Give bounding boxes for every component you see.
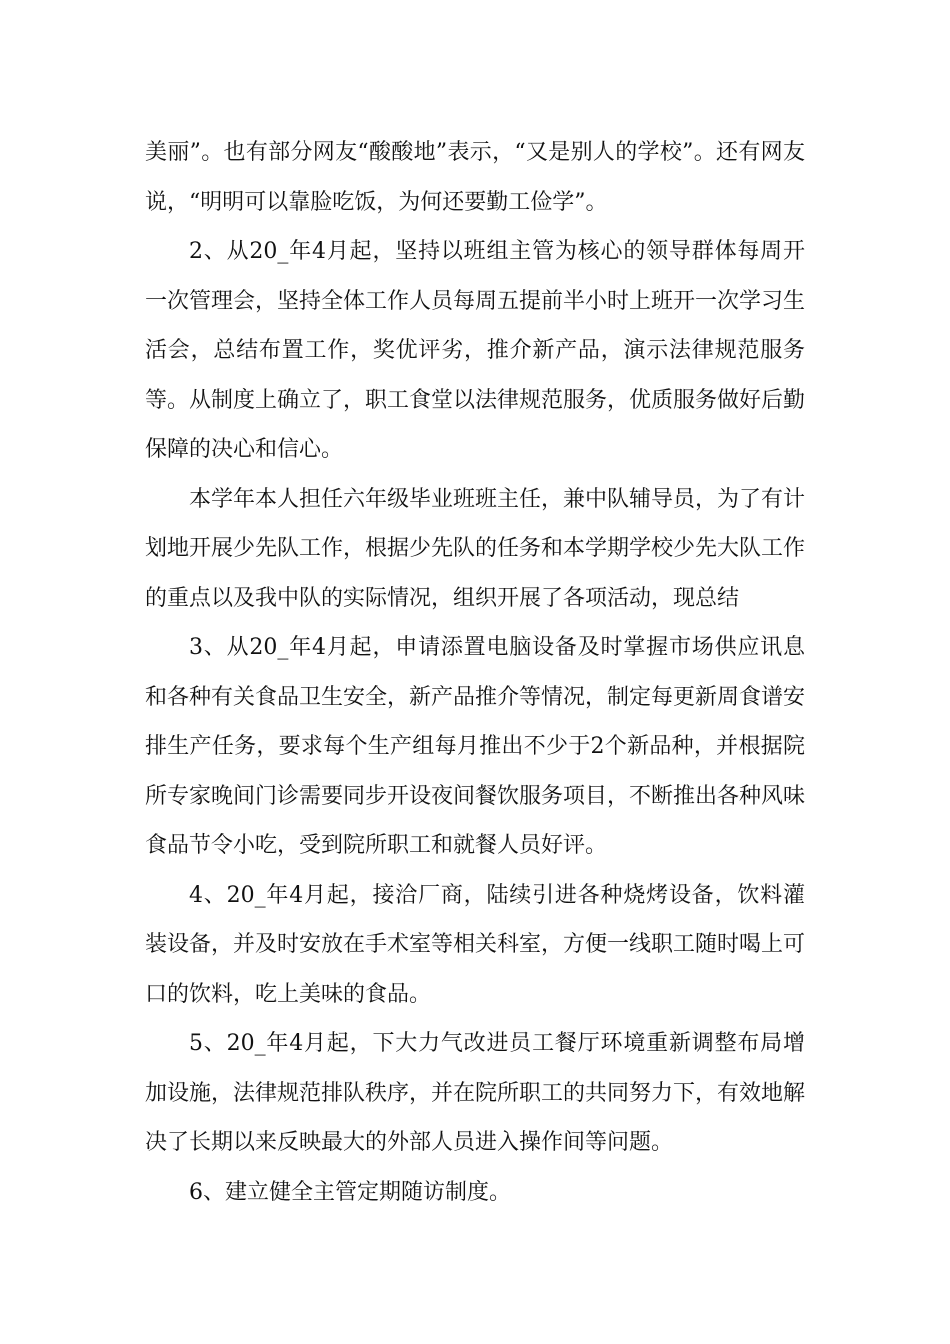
- paragraph-item-2: 2、从20_年4月起，坚持以班组主管为核心的领导群体每周开一次管理会，坚持全体工作人员每周五提前半小时上班开一次学习生活会，总结布置工作，奖优评劣，推介新产品，演示法律规范服务等。从制度上确立了，职工食堂以法律规范服务，优质服务做好后勤保障的决心和信心。: [145, 239, 806, 462]
- paragraph-item-5: 5、20_年4月起，下大力气改进员工餐厅环境重新调整布局增加设施，法律规范排队秩序，并在院所职工的共同努力下，有效地解决了长期以来反映最大的外部人员进入操作间等问题。: [145, 1031, 806, 1155]
- paragraph-item-4: 4、20_年4月起，接洽厂商，陆续引进各种烧烤设备，饮料灌装设备，并及时安放在手术室等相关科室，方便一线职工随时喝上可口的饮料，吃上美味的食品。: [145, 882, 806, 1007]
- paragraph-continuation: 美丽”。也有部分网友“酸酸地”表示，“又是别人的学校”。还有网友说，“明明可以靠脸吃饭，为何还要勤工俭学”。: [145, 140, 805, 215]
- document-body: [145, 128, 805, 1217]
- paragraph-item-6: 6、建立健全主管定期随访制度。: [189, 1179, 511, 1205]
- paragraph-item-3: 3、从20_年4月起，申请添置电脑设备及时掌握市场供应讯息和各种有关食品卫生安全，新产品推介等情况，制定每更新周食谱安排生产任务，要求每个生产组每月推出不少于2个新品种，并根据院所专家晚间门诊需要同步开设夜间餐饮服务项目，不断推出各种风味食品节令小吃，受到院所职工和就餐人员好评。: [145, 635, 806, 858]
- paragraph-class-teacher: 本学年本人担任六年级毕业班班主任，兼中队辅导员，为了有计划地开展少先队工作，根据少先队的任务和本学期学校少先大队工作的重点以及我中队的实际情况，组织开展了各项活动，现总结: [145, 486, 806, 611]
